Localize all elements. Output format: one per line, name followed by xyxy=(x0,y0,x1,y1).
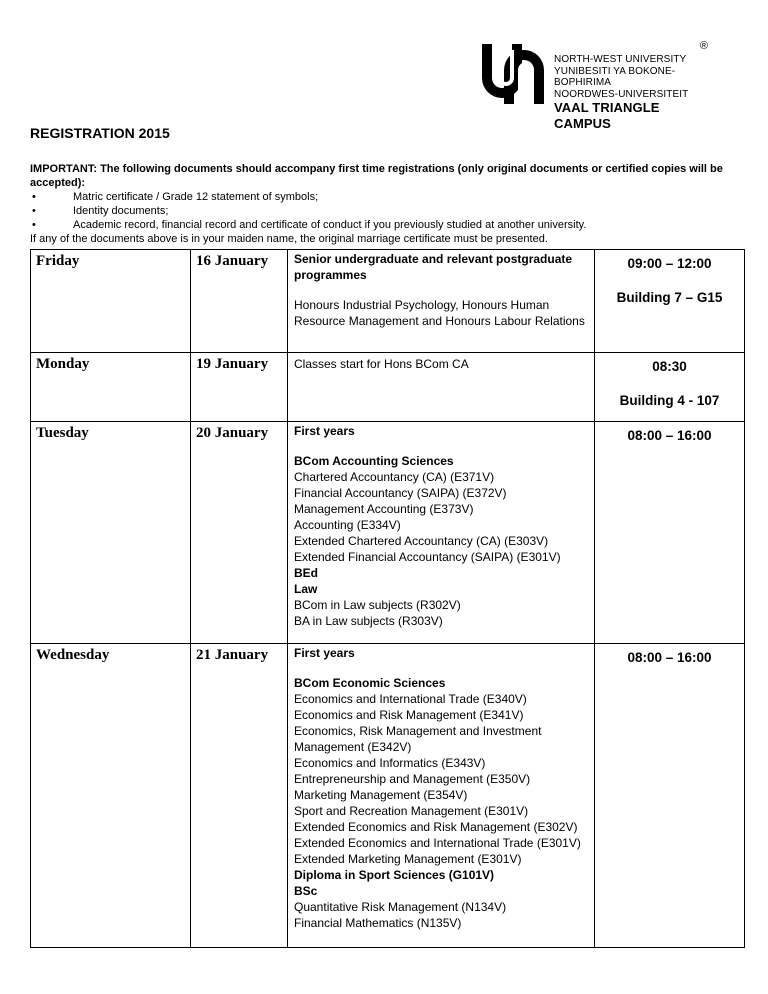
registered-mark: ® xyxy=(699,40,708,52)
programme-group: Diploma in Sport Sciences (G101V) xyxy=(294,868,495,882)
programme-item: Sport and Recreation Management (E301V) xyxy=(294,804,529,818)
programme-cell xyxy=(288,644,595,948)
time-cell xyxy=(595,422,745,644)
time-text: 08:30 xyxy=(652,359,687,374)
important-text: IMPORTANT: The following documents should accompany first time registrations (only original documents or certified copies will be accepted): xyxy=(30,163,723,189)
programme-text: Classes start for Hons BCom CA xyxy=(294,357,469,371)
time-text: 08:00 – 16:00 xyxy=(627,650,712,665)
university-logo xyxy=(478,40,708,131)
programme-cell xyxy=(288,353,595,422)
programme-item: Economics, Risk Management and Investment Management (E342V) xyxy=(294,724,542,754)
programme-item: BA in Law subjects (R303V) xyxy=(294,614,443,628)
programme-item: Economics and International Trade (E340V) xyxy=(294,692,527,706)
programme-item: Marketing Management (E354V) xyxy=(294,788,468,802)
time-cell xyxy=(595,644,745,948)
date-cell: 16 January xyxy=(191,250,288,353)
date-cell: 20 January xyxy=(191,422,288,644)
programme-item: Accounting (E334V) xyxy=(294,518,401,532)
table-row-monday xyxy=(31,353,745,422)
logo-line-3: NOORDWES-UNIVERSITEIT xyxy=(554,88,689,100)
day-cell: Wednesday xyxy=(31,644,191,948)
time-cell xyxy=(595,353,745,422)
page-title: REGISTRATION 2015 xyxy=(30,125,170,141)
programme-item: Financial Mathematics (N135V) xyxy=(294,916,462,930)
programme-group: BEd xyxy=(294,566,318,580)
programme-heading: First years xyxy=(294,424,355,438)
logo-text xyxy=(554,54,708,132)
table-row-tuesday xyxy=(31,422,745,644)
programme-item: Chartered Accountancy (CA) (E371V) xyxy=(294,470,495,484)
day-cell: Tuesday xyxy=(31,422,191,644)
location-text: Building 7 – G15 xyxy=(616,290,723,305)
day-cell: Friday xyxy=(31,250,191,353)
programme-item: Economics and Risk Management (E341V) xyxy=(294,708,524,722)
date-cell: 19 January xyxy=(191,353,288,422)
programme-heading: First years xyxy=(294,646,355,660)
programme-item: Entrepreneurship and Management (E350V) xyxy=(294,772,531,786)
logo-line-1: NORTH-WEST UNIVERSITY xyxy=(554,54,687,65)
programme-item: Extended Economics and Risk Management (E302V) xyxy=(294,820,578,834)
programme-text: Honours Industrial Psychology, Honours Human Resource Management and Honours Labour Relations xyxy=(294,298,585,328)
programme-item: Extended Marketing Management (E301V) xyxy=(294,852,522,866)
programme-group: BCom Economic Sciences xyxy=(294,676,446,690)
programme-item: Quantitative Risk Management (N134V) xyxy=(294,900,507,914)
programme-item: Economics and Informatics (E343V) xyxy=(294,756,486,770)
programme-item: Extended Financial Accountancy (SAIPA) (E301V) xyxy=(294,550,561,564)
programme-item: Extended Economics and International Trade (E301V) xyxy=(294,836,581,850)
programme-cell xyxy=(288,422,595,644)
time-text: 08:00 – 16:00 xyxy=(627,428,712,443)
date-cell: 21 January xyxy=(191,644,288,948)
table-row-wednesday xyxy=(31,644,745,948)
document-item: • Academic record, financial record and certificate of conduct if you previously studied at another university. xyxy=(30,218,745,232)
document-list xyxy=(30,190,745,232)
important-notice xyxy=(30,162,745,246)
maiden-name-note: If any of the documents above is in your maiden name, the original marriage certificate must be presented. xyxy=(30,233,548,245)
day-cell: Monday xyxy=(31,353,191,422)
programme-group: Law xyxy=(294,582,318,596)
programme-group: BSc xyxy=(294,884,318,898)
table-row-friday xyxy=(31,250,745,353)
logo-line-4: VAAL TRIANGLE CAMPUS xyxy=(554,100,660,131)
location-text: Building 4 - 107 xyxy=(619,393,720,408)
programme-item: Management Accounting (E373V) xyxy=(294,502,474,516)
time-cell xyxy=(595,250,745,353)
logo-line-2: YUNIBESITI YA BOKONE-BOPHIRIMA xyxy=(554,65,676,88)
document-item: • Matric certificate / Grade 12 statement of symbols; xyxy=(30,190,745,204)
time-text: 09:00 – 12:00 xyxy=(627,256,712,271)
registration-schedule-table xyxy=(30,249,745,948)
programme-cell xyxy=(288,250,595,353)
programme-item: Financial Accountancy (SAIPA) (E372V) xyxy=(294,486,507,500)
programme-heading: Senior undergraduate and relevant postgraduate programmes xyxy=(294,252,573,282)
nwu-emblem-icon xyxy=(478,40,548,108)
document-item: • Identity documents; xyxy=(30,204,745,218)
programme-group: BCom Accounting Sciences xyxy=(294,454,454,468)
programme-item: Extended Chartered Accountancy (CA) (E303V) xyxy=(294,534,549,548)
programme-item: BCom in Law subjects (R302V) xyxy=(294,598,461,612)
